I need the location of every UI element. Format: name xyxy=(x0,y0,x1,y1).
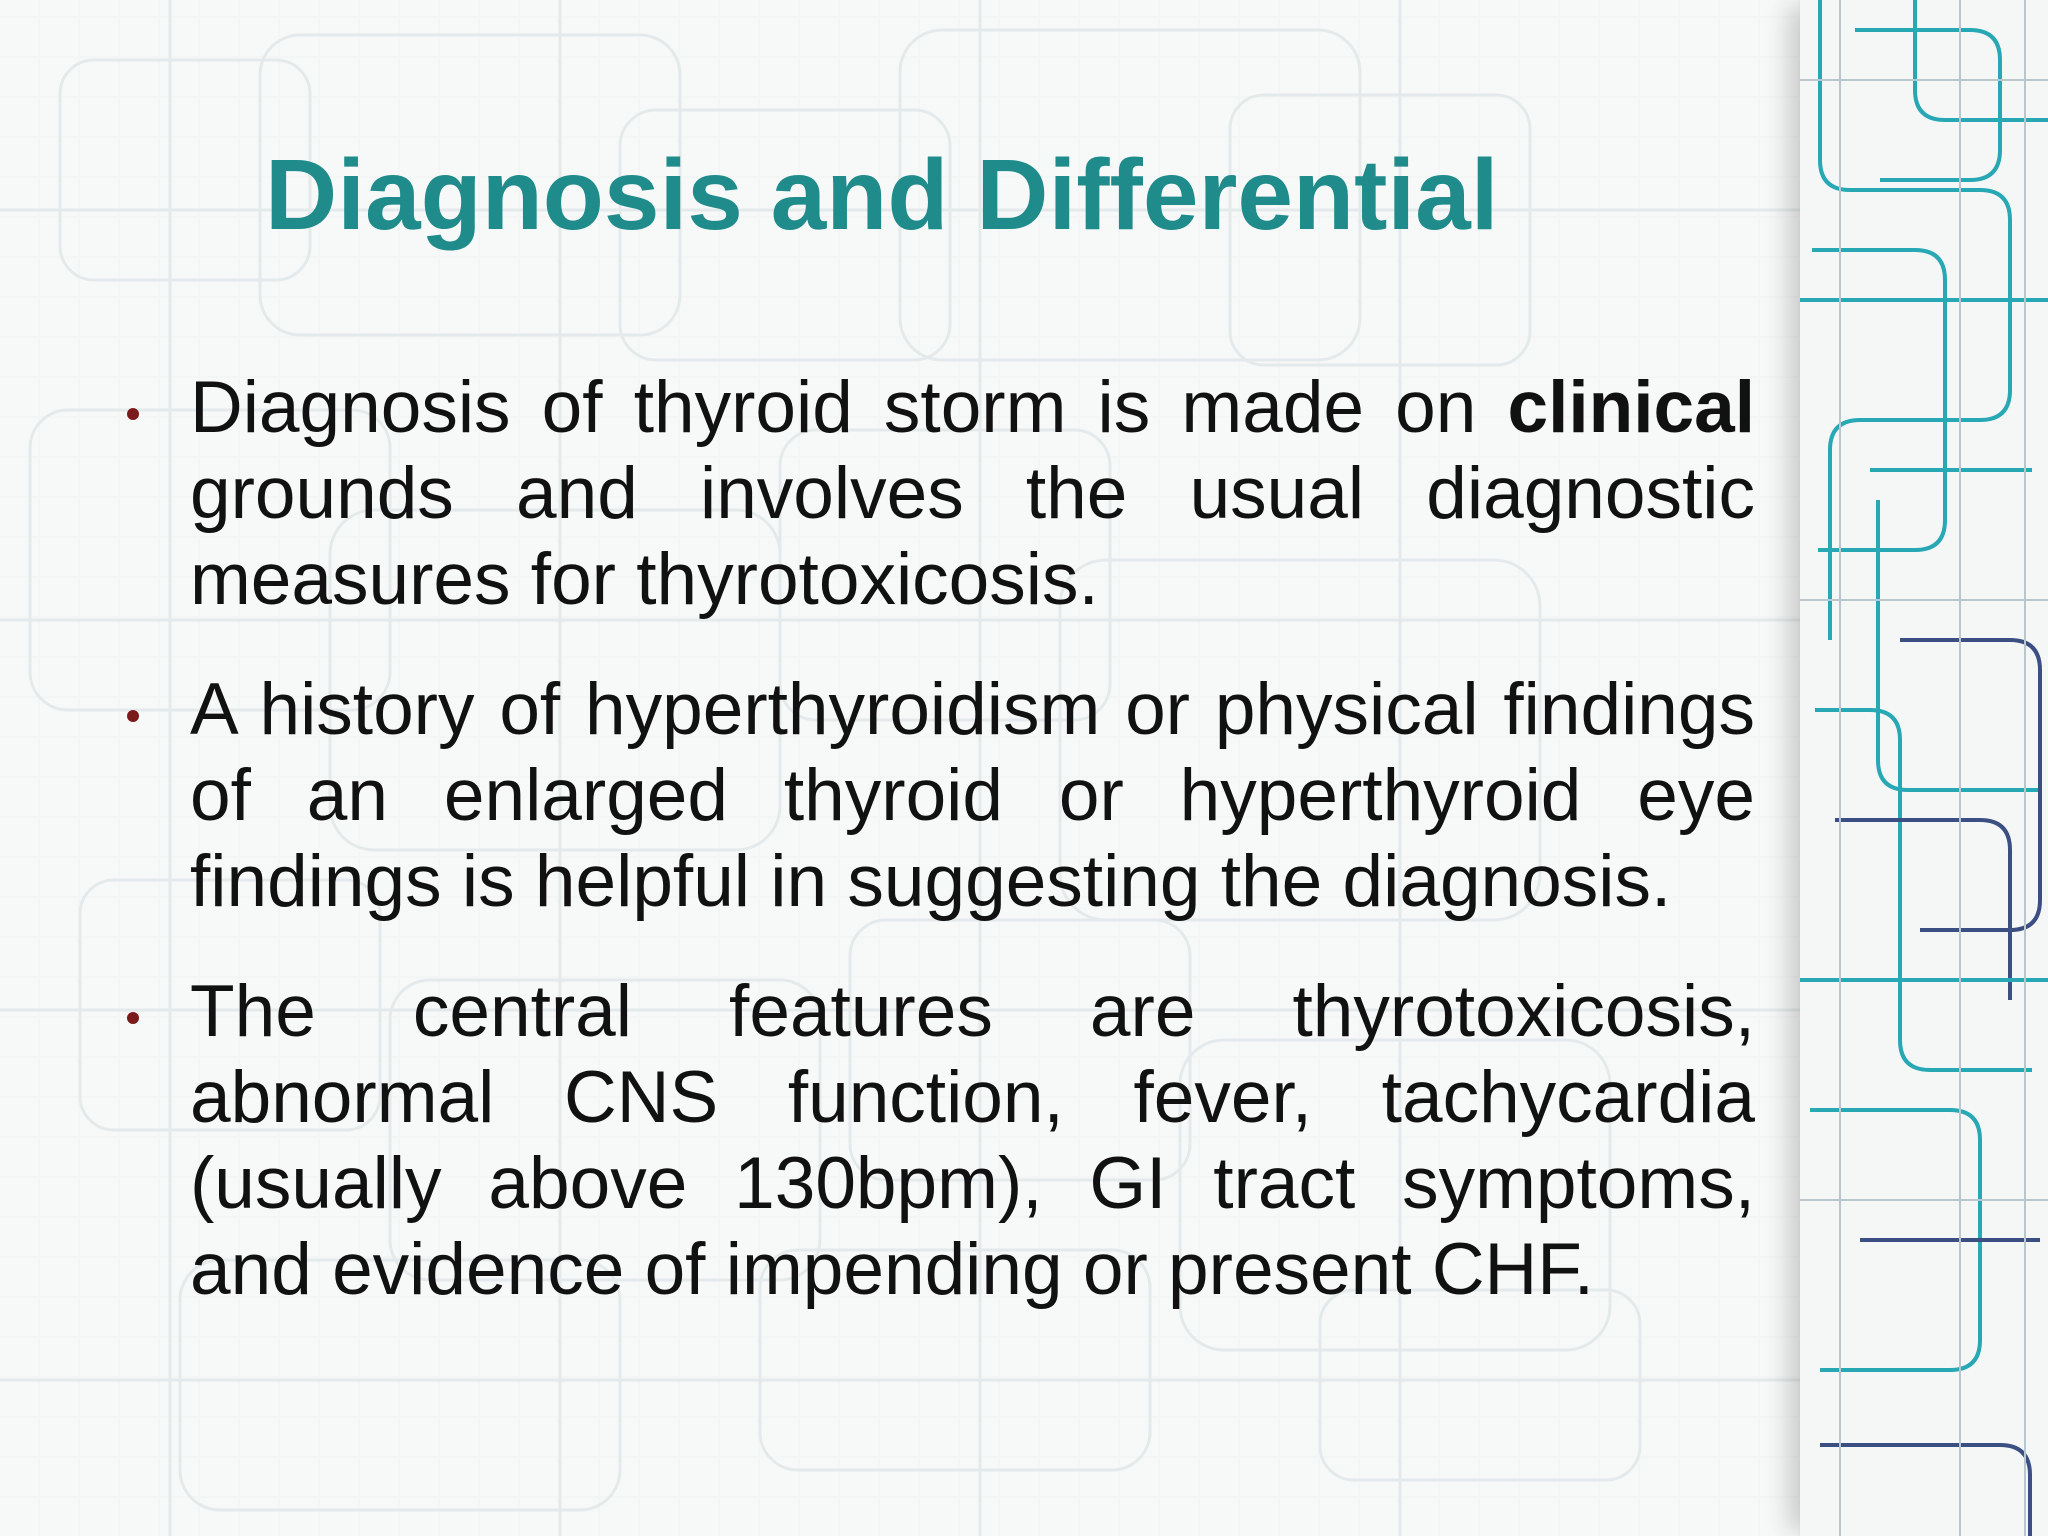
bullet-marker xyxy=(127,408,139,420)
bullet-marker xyxy=(127,1012,139,1024)
bullet-text-part: grounds and involves the usual diagnostic measures for thyrotoxicosis. xyxy=(190,453,1755,620)
circuit-pattern-graphic xyxy=(1800,0,2048,1536)
bullet-marker xyxy=(127,710,139,722)
bullet-text-part: A history of hyperthyroidism or physical findings of an enlarged thyroid or hyperthyroid eye findings is helpful in suggesting the diagnosis. xyxy=(190,669,1755,922)
bullet-item-central-features xyxy=(190,969,1755,1313)
decorative-right-panel xyxy=(1800,0,2048,1536)
bullet-item-history xyxy=(190,667,1755,925)
bullet-item-diagnosis xyxy=(190,365,1755,623)
bold-clinical-text: clinical xyxy=(1507,367,1755,448)
bullet-list xyxy=(190,365,1755,1357)
slide-title: Diagnosis and Differential xyxy=(265,139,1499,251)
bullet-text-part: The central features are thyrotoxicosis, abnormal CNS function, fever, tachycardia (usually above 130bpm), GI tract symptoms, and evidence of impending or present CHF. xyxy=(190,971,1755,1310)
bullet-text-part: Diagnosis of thyroid storm is made on xyxy=(190,367,1508,448)
